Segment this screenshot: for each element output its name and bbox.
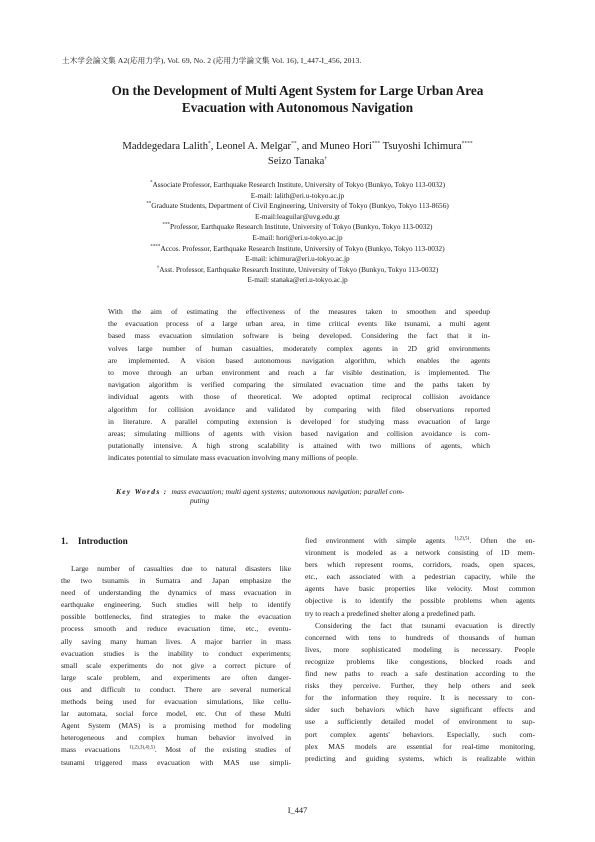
body-text: recognize problems like congestions, blocked roads and bbox=[305, 656, 535, 666]
abstract-line: navigation algorithm is verified comparing the simulated evacuation time and the paths taken by bbox=[108, 380, 490, 390]
body-text-line bbox=[305, 559, 535, 571]
abstract-line: algorithm for collision avoidance and validated by comparing with filed observations reported bbox=[108, 404, 490, 414]
body-text-line bbox=[61, 648, 291, 660]
abstract-line: to move through an urban environment and reach a far visible destination, is implemented. The bbox=[108, 368, 490, 378]
body-text: vironment is modeled as a network consisting of 1D mem- bbox=[305, 548, 535, 558]
body-text: the two tsunamis in Sumatra and Japan emphasize the bbox=[61, 576, 291, 586]
affiliation-line bbox=[60, 180, 535, 191]
body-text: try to reach a predefined shelter along a predefined path. bbox=[305, 608, 476, 618]
body-text-line bbox=[305, 547, 535, 559]
affiliation-mark: *** bbox=[162, 222, 171, 228]
body-text: earthquake engineering. Such studies will help to identify bbox=[61, 600, 291, 610]
body-text: predicting and guiding systems, which is realizable within bbox=[305, 753, 535, 763]
body-text-line bbox=[61, 599, 291, 611]
title-line-2: Evacuation with Autonomous Navigation bbox=[181, 100, 414, 115]
body-text: port complex agents' behaviors. Especially, such com- bbox=[305, 729, 535, 739]
body-text-line bbox=[61, 563, 291, 575]
body-text-line bbox=[61, 587, 291, 599]
affiliation-text: Graduate Students, Department of Civil Engineering, University of Tokyo (Bunkyo, Tokyo 113-8656) bbox=[151, 201, 449, 211]
body-text: . Most of the existing studies of bbox=[154, 745, 291, 755]
affiliation-line bbox=[60, 244, 535, 255]
abstract-line: volves large number of human casualties, moderately complex agents in 2D grid environments bbox=[108, 343, 490, 353]
affiliations bbox=[60, 180, 535, 286]
author-name: Maddegedara Lalith bbox=[122, 141, 208, 152]
body-text: etc., each associated with a pedestrian capacity, while the bbox=[305, 572, 535, 582]
body-text-line bbox=[305, 644, 535, 656]
abstract-line: indicates potential to simulate mass evacuation involving many millions of people. bbox=[108, 453, 359, 463]
left-column bbox=[61, 535, 291, 769]
section-title: Introduction bbox=[77, 536, 128, 546]
body-text-line bbox=[305, 571, 535, 583]
body-text-line bbox=[305, 704, 535, 716]
citation-superscript: 1),2),3),4),5) bbox=[129, 745, 155, 751]
right-column bbox=[305, 535, 535, 765]
body-text: lives, more sophisticated modeling is necessary. People bbox=[305, 644, 535, 654]
body-text-line bbox=[61, 732, 291, 744]
body-text: agents have basic properties like velocity. Most common bbox=[305, 584, 535, 594]
body-text-line bbox=[61, 696, 291, 708]
body-text: process smooth and reduce evacuation time, etc., eventu- bbox=[61, 624, 291, 634]
author-list bbox=[60, 139, 535, 169]
author-mark: * bbox=[208, 140, 211, 147]
abstract-line: individual agents with those of theoretical. We adopted optimal reciprocal collision avoidance bbox=[108, 392, 490, 402]
author-mark: ** bbox=[291, 140, 297, 147]
affiliation-mark: ** bbox=[146, 201, 152, 207]
body-text-line bbox=[305, 741, 535, 753]
body-text: fied environment with simple agents bbox=[305, 536, 455, 545]
affiliation-mark: **** bbox=[150, 244, 161, 250]
body-text: plex MAS models are essential for real-time monitoring, bbox=[305, 741, 535, 751]
author-mark: **** bbox=[461, 140, 473, 147]
body-text: ous and difficult to conduct. There are several numerical bbox=[61, 684, 291, 694]
abstract-line: are implemented. A vision based autonomous navigation algorithm, which enables the agents bbox=[108, 355, 490, 365]
body-text: mass evacuations bbox=[61, 745, 130, 755]
affiliation-line bbox=[60, 222, 535, 233]
author-mark: † bbox=[324, 155, 328, 162]
body-text: . Often the en- bbox=[469, 536, 535, 545]
affiliation-mark: † bbox=[156, 265, 160, 271]
body-text-line bbox=[305, 753, 535, 765]
body-text-line bbox=[305, 656, 535, 668]
abstract-line: putationally intensive. A high strong scalability is attained with two millions of agents, which bbox=[108, 441, 490, 451]
body-text: lar automata, social force model, etc. Out of these Multi bbox=[61, 709, 291, 719]
affiliation-text: Accos. Professor, Earthquake Research Institute, University of Tokyo (Bunkyo, Tokyo 113-0032) bbox=[160, 243, 445, 253]
author-name: Tsuyoshi Ichimura bbox=[380, 141, 462, 152]
author-name: Seizo Tanaka bbox=[267, 156, 325, 167]
body-text-line bbox=[61, 744, 291, 756]
abstract-line: in literature. A parallel computing extension is developed for studying mass evacuation of large bbox=[108, 416, 490, 426]
affiliation-text: Professor, Earthquake Research Institute, University of Tokyo (Bunkyo, Tokyo 113-0032) bbox=[170, 222, 433, 232]
author-name: , Leonel A. Melgar bbox=[210, 141, 292, 152]
author-name: , and Muneo Hori bbox=[296, 141, 372, 152]
journal-header: 土木学会論文集 A2(応用力学), Vol. 69, No. 2 (応用力学論文集 Vol. 16), I_447-I_456, 2013. bbox=[62, 56, 362, 65]
body-text: heterogeneous and complex human behavior involved in bbox=[61, 733, 291, 743]
body-text: possible bottlenecks, find strategies to make the evacuation bbox=[61, 612, 291, 622]
body-text: Considering the fact that tsunami evacuation is directly bbox=[315, 620, 535, 630]
title-line-1: On the Development of Multi Agent System for Large Urban Area bbox=[111, 83, 484, 98]
body-text-line bbox=[61, 720, 291, 732]
body-text: risks they perceive. Further, they help others and seek bbox=[305, 681, 535, 691]
body-text: need of understanding the dynamics of mass evacuation in bbox=[61, 588, 291, 598]
section-number: 1. bbox=[61, 536, 68, 546]
body-text: evacuation studies is the inability to conduct experiments; bbox=[61, 648, 291, 658]
body-text-line bbox=[305, 608, 535, 620]
body-text: use a sufficiently detailed model of environment to sup- bbox=[305, 717, 535, 727]
body-text-line bbox=[61, 660, 291, 672]
body-text: Large number of casualties due to natural disasters like bbox=[71, 564, 291, 573]
body-text: concerned with tens to hundreds of thousands of human bbox=[305, 632, 535, 642]
section-heading bbox=[61, 535, 291, 547]
body-text: Agent System (MAS) is a promising method for modeling bbox=[61, 721, 291, 731]
body-text: for the information they require. It is necessary to con- bbox=[305, 693, 535, 703]
page-number: I_447 bbox=[287, 806, 308, 815]
body-text: objective is to identify the possible problems when agents bbox=[305, 596, 535, 606]
body-text-line bbox=[305, 632, 535, 644]
abstract-line: areas; simulating millions of agents with vision based navigation and collision avoidance is com- bbox=[108, 429, 490, 439]
affiliation-text: Associate Professor, Earthquake Research Institute, University of Tokyo (Bunkyo, Tokyo 113-0032) bbox=[152, 180, 446, 189]
keywords-text: mass evacuation; multi agent systems; autonomous navigation; parallel com- bbox=[171, 487, 405, 496]
keywords-text-continued: puting bbox=[190, 496, 210, 505]
abstract-line: the evacuation process of a large urban area, in time critical events like tsunami, a multi agent bbox=[108, 319, 490, 329]
body-text: ally saving many human lives. A major barrier in mass bbox=[61, 636, 291, 646]
body-text-line bbox=[61, 757, 291, 769]
affiliation-line bbox=[60, 265, 535, 276]
abstract bbox=[108, 306, 490, 465]
keywords bbox=[116, 487, 492, 505]
body-text: methods being used for evacuation simulations, like cellu- bbox=[61, 697, 291, 707]
body-text: tsunami triggered mass evacuation with MAS use simpli- bbox=[61, 757, 291, 767]
affiliation-email: E-mail:leaguilar@uvg.edu.gt bbox=[255, 211, 340, 221]
body-text: bers which represent rooms, corridors, roads, open spaces, bbox=[305, 560, 535, 570]
body-text-line bbox=[61, 672, 291, 684]
body-text-line bbox=[305, 692, 535, 704]
body-text-line bbox=[61, 575, 291, 587]
body-text-line bbox=[305, 729, 535, 741]
body-text-line bbox=[305, 595, 535, 607]
body-text: large scale problem, and experiments are often danger- bbox=[61, 672, 291, 682]
body-text-line bbox=[305, 680, 535, 692]
author-mark: *** bbox=[371, 140, 381, 147]
body-text-line bbox=[61, 611, 291, 623]
affiliation-email: E-mail: stanaka@eri.u-tokyo.ac.jp bbox=[247, 275, 348, 285]
body-text: small scale experiments do not give a correct picture of bbox=[61, 660, 291, 670]
author-line-2 bbox=[60, 154, 535, 169]
body-text-line bbox=[61, 623, 291, 635]
body-text-line bbox=[61, 708, 291, 720]
affiliation-line bbox=[60, 201, 535, 212]
keywords-label: Key Words : bbox=[116, 487, 168, 496]
abstract-line: With the aim of estimating the effectiveness of the measures taken to smoothen and speedup bbox=[108, 307, 490, 316]
body-text-line bbox=[305, 620, 535, 632]
affiliation-email: E-mail: lalith@eri.u-tokyo.ac.jp bbox=[250, 190, 345, 200]
body-text: sider such behaviors which have significant effects and bbox=[305, 705, 535, 715]
body-text-line bbox=[61, 684, 291, 696]
body-text-line bbox=[61, 636, 291, 648]
body-text-line bbox=[305, 535, 535, 547]
affiliation-mark: * bbox=[149, 180, 153, 186]
body-text-line bbox=[305, 668, 535, 680]
abstract-line: based mass evacuation simulation software is being developed. Considering the fact that it in- bbox=[108, 331, 490, 341]
paper-title bbox=[60, 82, 535, 116]
body-text-line bbox=[305, 583, 535, 595]
affiliation-text: Asst. Professor, Earthquake Research Institute, University of Tokyo (Bunkyo, Tokyo 113-0032) bbox=[159, 264, 439, 274]
body-text: find new paths to reach a safe destination according to the bbox=[305, 669, 535, 679]
body-text-line bbox=[305, 716, 535, 728]
affiliation-email: E-mail: hori@eri.u-tokyo.ac.jp bbox=[252, 232, 343, 242]
citation-superscript: 1),2),5) bbox=[454, 536, 470, 542]
author-line-1 bbox=[60, 139, 535, 154]
affiliation-email: E-mail: ichimura@eri.u-tokyo.ac.jp bbox=[245, 254, 350, 264]
